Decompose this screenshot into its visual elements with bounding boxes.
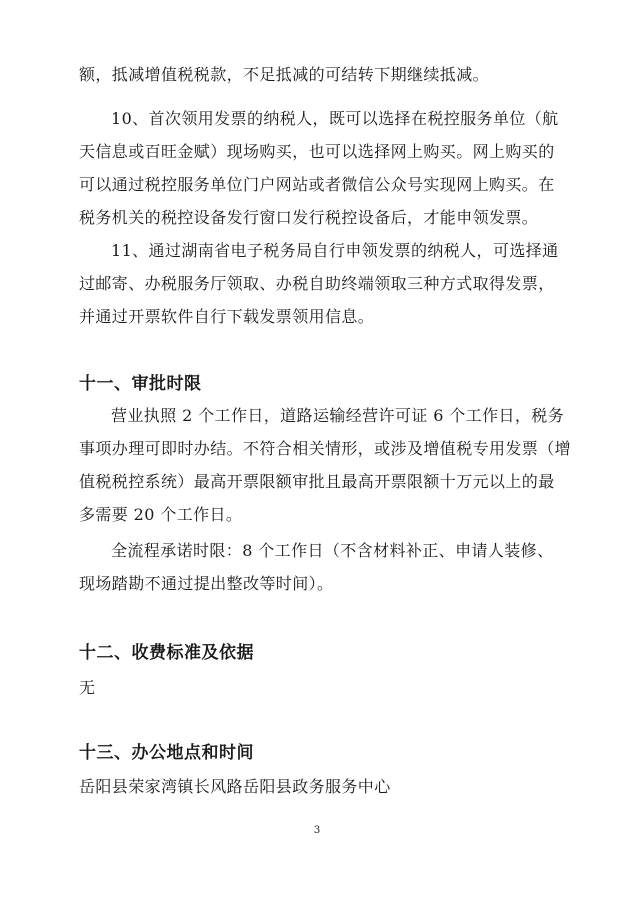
page-number: 3: [313, 825, 321, 836]
section-body: 无: [79, 678, 96, 697]
paragraph-line: 并通过开票软件自行下载发票领用信息。: [79, 307, 375, 326]
paragraph-line: 现场踏勘不通过提出整改等时间）。: [79, 574, 334, 593]
paragraph-line: 营业执照 2 个工作日，道路运输经营许可证 6 个工作日，税务: [111, 406, 565, 425]
paragraph-line: 值税税控系统）最高开票限额审批且最高开票限额十万元以上的最: [79, 472, 555, 491]
paragraph-line: 10、首次领用发票的纳税人，既可以选择在税控服务单位（航: [111, 109, 559, 128]
paragraph-line: 过邮寄、办税服务厅领取、办税自助终端领取三种方式取得发票，: [79, 274, 555, 293]
section-heading: 十三、办公地点和时间: [79, 743, 254, 763]
paragraph-line: 事项办理可即时办结。不符合相关情形，或涉及增值税专用发票（增: [79, 439, 572, 458]
paragraph-line: 11、通过湖南省电子税务局自行申领发票的纳税人，可选择通: [111, 241, 559, 260]
section-heading: 十一、审批时限: [79, 374, 202, 394]
paragraph-line: 额，抵减增值税税款，不足抵减的可结转下期继续抵减。: [79, 65, 490, 84]
paragraph-line: 全流程承诺时限：8 个工作日（不含材料补正、申请人装修、: [111, 541, 554, 560]
section-heading: 十二、收费标准及依据: [79, 643, 254, 663]
paragraph-line: 天信息或百旺金赋）现场购买，也可以选择网上购买。网上购买的: [79, 142, 555, 161]
section-body: 岳阳县荣家湾镇长风路岳阳县政务服务中心: [79, 777, 391, 796]
paragraph-line: 税务机关的税控设备发行窗口发行税控设备后，才能申领发票。: [79, 208, 539, 227]
paragraph-line: 可以通过税控服务单位门户网站或者微信公众号实现网上购买。在: [79, 175, 555, 194]
paragraph-line: 多需要 20 个工作日。: [79, 505, 243, 524]
